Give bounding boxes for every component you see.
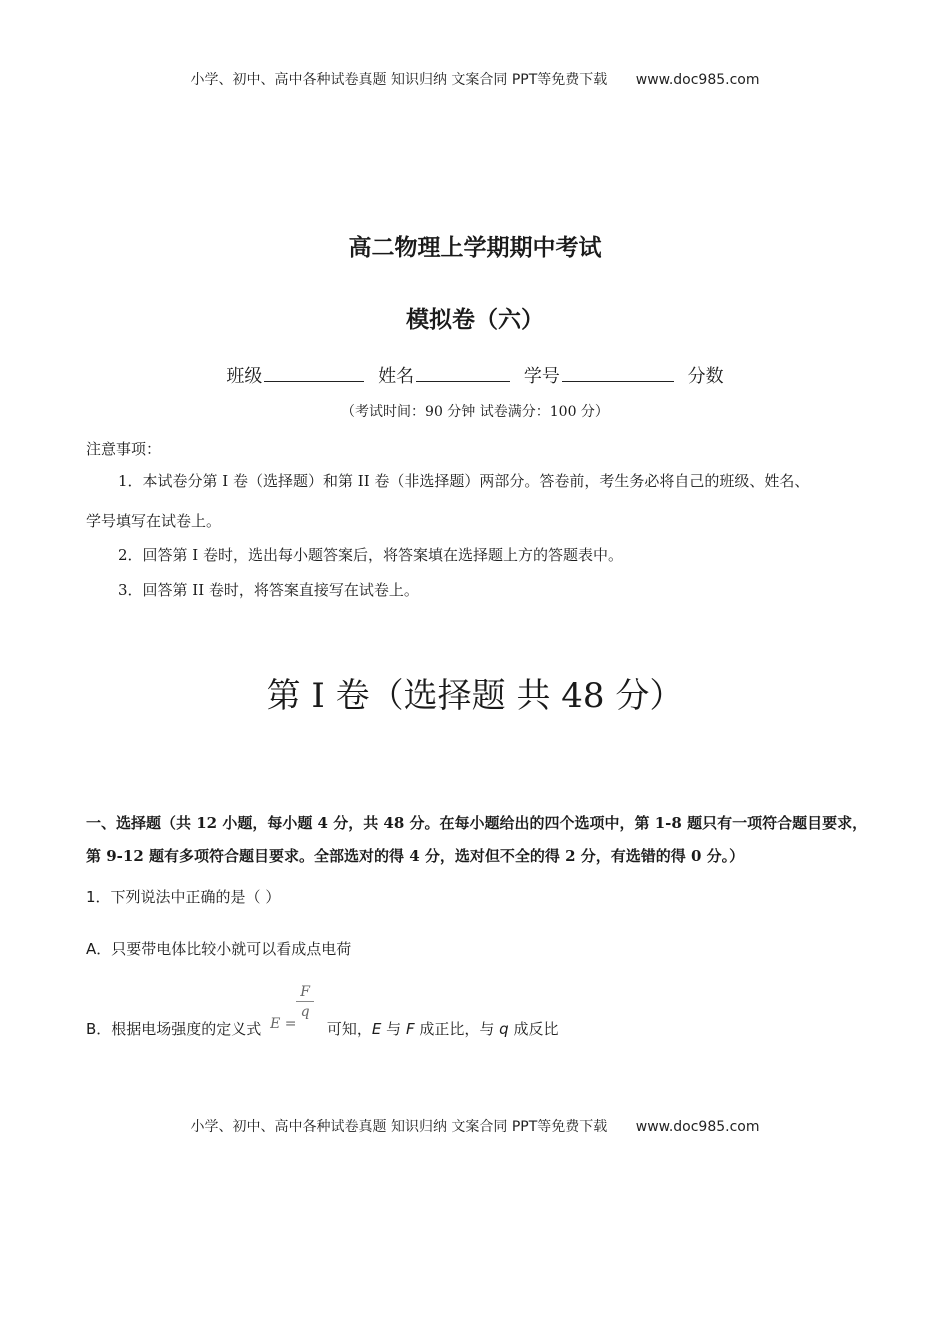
notice-item-1: 1．本试卷分第 I 卷（选择题）和第 II 卷（非选择题）两部分。答卷前，考生务必将自己的班级、姓名、 (118, 472, 810, 490)
exam-info: （考试时间：90 分钟 试卷满分：100 分） (341, 404, 609, 420)
option-b-mid1: 可知， (326, 1020, 372, 1038)
question-1-option-b (86, 984, 559, 1039)
id-blank (562, 363, 674, 382)
formula-denominator: q (300, 1004, 310, 1020)
section-title: 第 I 卷（选择题 共 48 分） (266, 676, 684, 716)
var-f: F (405, 1020, 415, 1038)
var-e: E (371, 1020, 382, 1038)
option-b-prefix: B．根据电场强度的定义式 (86, 1020, 262, 1038)
option-b-suffix: 成反比 (513, 1020, 559, 1038)
class-label: 班级 (226, 366, 263, 387)
header-text: 小学、初中、高中各种试卷真题 知识归纳 文案合同 PPT等免费下载 (190, 72, 608, 88)
footer-site-link[interactable]: www.doc985.com (635, 1119, 760, 1135)
notice-item-2: 2．回答第 I 卷时，选出每小题答案后，将答案填在选择题上方的答题表中。 (118, 546, 624, 564)
score-label: 分数 (687, 366, 724, 387)
footer-text: 小学、初中、高中各种试卷真题 知识归纳 文案合同 PPT等免费下载 (190, 1119, 608, 1135)
id-label: 学号 (523, 366, 560, 387)
page-footer (0, 1116, 950, 1136)
var-q: q (499, 1020, 509, 1038)
exam-title: 高二物理上学期期中考试 (348, 234, 602, 261)
section-instructions: 一、选择题（共 12 小题，每小题 4 分，共 48 分。在每小题给出的四个选项中，第 1-8 题只有一项符合题目要求，第 9-12 题有多项符合题目要求。全部选对的得 4 分，选对但不全的得 2 分，有选错的得 0 分。） (86, 814, 868, 865)
page-header (0, 69, 950, 89)
exam-subtitle: 模拟卷（六） (406, 306, 544, 333)
header-site-link[interactable]: www.doc985.com (635, 72, 760, 88)
name-label: 姓名 (378, 366, 415, 387)
formula-numerator: F (296, 984, 314, 1002)
option-b-mid2: 与 (386, 1020, 402, 1038)
name-blank (416, 363, 510, 382)
class-blank (264, 363, 364, 382)
field-strength-formula (270, 984, 318, 1034)
notice-item-3: 3．回答第 II 卷时，将答案直接写在试卷上。 (118, 581, 419, 599)
option-b-mid3: 成正比，与 (419, 1020, 495, 1038)
notice-item-1-cont: 学号填写在试卷上。 (86, 512, 222, 530)
student-info-fields (0, 362, 950, 388)
formula-lhs: E = (270, 1016, 297, 1032)
question-1-option-a: A．只要带电体比较小就可以看成点电荷 (86, 940, 352, 958)
question-1-stem: 1．下列说法中正确的是（ ） (86, 888, 281, 906)
notice-title: 注意事项： (86, 440, 162, 458)
formula-fraction (296, 984, 314, 1020)
